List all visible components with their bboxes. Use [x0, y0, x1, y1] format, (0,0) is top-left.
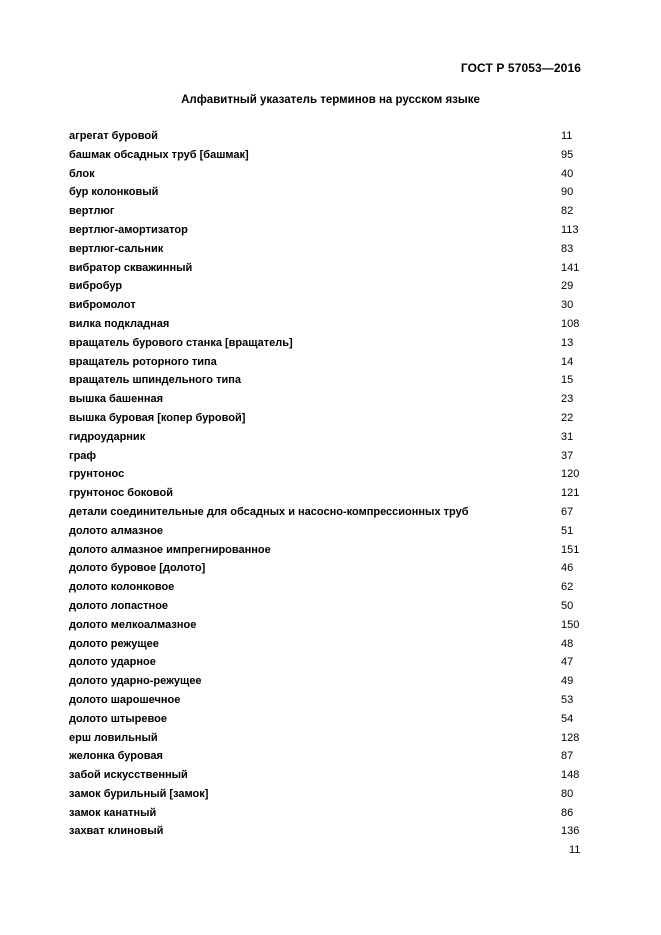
index-term-page: 148 [561, 769, 580, 782]
index-term: граф [69, 449, 97, 462]
index-term: агрегат буровой [69, 130, 158, 142]
index-entry [69, 335, 609, 354]
index-term-page: 46 [561, 562, 574, 575]
index-term: желонка буровая [69, 750, 163, 763]
index-entry [69, 466, 609, 485]
index-entry [69, 504, 609, 523]
index-entry [69, 673, 609, 692]
index-term-page: 14 [561, 355, 574, 368]
index-term-page: 82 [561, 205, 574, 218]
index-entry [69, 636, 609, 655]
index-term-page: 87 [561, 750, 574, 763]
index-term-page: 151 [561, 543, 580, 556]
index-term-page: 121 [561, 487, 580, 500]
index-entry [69, 354, 609, 373]
index-term: вибратор скважинный [69, 261, 193, 274]
index-term: долото алмазное импрегнированное [69, 543, 271, 556]
index-entry [69, 316, 609, 335]
index-term-page: 90 [561, 186, 574, 199]
index-term: долото ударно-режущее [69, 675, 202, 688]
index-term-page: 86 [561, 806, 574, 819]
index-term: грунтонос боковой [69, 487, 173, 500]
index-term-page: 136 [561, 825, 580, 838]
index-term-page: 53 [561, 693, 574, 706]
index-entry [69, 786, 609, 805]
index-term: вибромолот [69, 299, 136, 312]
index-term: долото лопастное [69, 599, 169, 612]
index-term: детали соединительные для обсадных и насосно-компрессионных труб [69, 505, 469, 518]
index-entry [69, 579, 609, 598]
index-entry [69, 260, 609, 279]
index-entry [69, 617, 609, 636]
index-term-page: 11 [561, 130, 573, 142]
index-entry [69, 203, 609, 222]
index-term: вибробур [69, 280, 123, 293]
index-term-page: 120 [561, 468, 580, 481]
index-entry [69, 654, 609, 673]
index-term: замок бурильный [замок] [69, 787, 209, 800]
index-term: долото колонковое [69, 581, 175, 594]
index-term-page: 108 [561, 317, 580, 330]
index-entry [69, 711, 609, 730]
index-term: вращатель роторного типа [69, 355, 217, 368]
index-entry [69, 748, 609, 767]
index-term-page: 29 [561, 280, 574, 293]
index-entry [69, 542, 609, 561]
index-entry [69, 823, 609, 842]
index-term-page: 67 [561, 505, 574, 518]
index-term: вилка подкладная [69, 317, 170, 330]
index-term: замок канатный [69, 806, 157, 819]
index-term: захват клиновый [69, 825, 164, 838]
index-term: вращатель бурового станка [вращатель] [69, 336, 293, 349]
index-term-page: 113 [561, 223, 579, 236]
index-term-page: 80 [561, 787, 574, 800]
index-term: гидроударник [69, 430, 146, 443]
index-term-page: 23 [561, 393, 574, 406]
index-entry [69, 147, 609, 166]
index-term-page: 51 [561, 524, 574, 537]
page-number: 11 [569, 844, 581, 856]
index-term-page: 83 [561, 242, 574, 255]
index-term: долото мелкоалмазное [69, 618, 197, 631]
index-term-page: 30 [561, 299, 574, 312]
index-term: долото ударное [69, 656, 156, 669]
index-term-page: 22 [561, 411, 574, 424]
index-entry [69, 692, 609, 711]
index-entry [69, 485, 609, 504]
index-entry [69, 730, 609, 749]
document-code: ГОСТ Р 57053—2016 [460, 61, 581, 75]
index-term: блок [69, 167, 95, 180]
index-term-page: 48 [561, 637, 574, 650]
index-entry [69, 767, 609, 786]
index-term-page: 50 [561, 599, 574, 612]
index-entry [69, 523, 609, 542]
index-entry [69, 560, 609, 579]
index-term: долото алмазное [69, 524, 164, 537]
index-term: забой искусственный [69, 769, 188, 782]
index-term: вертлюг [69, 205, 115, 218]
index-term-page: 37 [561, 449, 574, 462]
index-term-page: 15 [561, 374, 574, 387]
index-entry [69, 448, 609, 467]
index-term-page: 150 [561, 618, 580, 631]
index-term-page: 31 [561, 430, 574, 443]
index-entry [69, 128, 609, 147]
index-entry [69, 278, 609, 297]
term-index-list [69, 128, 609, 842]
index-entry [69, 297, 609, 316]
index-term: ерш ловильный [69, 731, 158, 744]
index-entry [69, 222, 609, 241]
index-term: бур колонковый [69, 186, 159, 199]
index-term: вертлюг-сальник [69, 242, 164, 255]
index-term-page: 95 [561, 148, 574, 161]
index-term-page: 47 [561, 656, 574, 669]
index-term: долото режущее [69, 637, 159, 650]
index-term-page: 62 [561, 581, 574, 594]
index-term: вышка башенная [69, 393, 164, 406]
index-entry [69, 805, 609, 824]
index-term: вращатель шпиндельного типа [69, 374, 241, 387]
index-term-page: 128 [561, 731, 580, 744]
index-term: долото буровое [долото] [69, 562, 206, 575]
index-entry [69, 410, 609, 429]
index-term-page: 49 [561, 675, 574, 688]
index-term-page: 54 [561, 712, 574, 725]
index-term: вышка буровая [копер буровой] [69, 411, 246, 424]
index-entry [69, 372, 609, 391]
index-term-page: 13 [561, 336, 574, 349]
index-term: долото шарошечное [69, 693, 181, 706]
index-entry [69, 391, 609, 410]
index-title: Алфавитный указатель терминов на русском языке [181, 94, 480, 106]
index-entry [69, 241, 609, 260]
index-term: вертлюг-амортизатор [69, 223, 188, 236]
index-term-page: 40 [561, 167, 574, 180]
index-entry [69, 166, 609, 185]
index-term: грунтонос [69, 468, 125, 481]
index-term: долото штыревое [69, 712, 167, 725]
index-entry [69, 184, 609, 203]
index-entry [69, 598, 609, 617]
index-term: башмак обсадных труб [башмак] [69, 148, 249, 161]
index-entry [69, 429, 609, 448]
index-term-page: 141 [561, 261, 580, 274]
